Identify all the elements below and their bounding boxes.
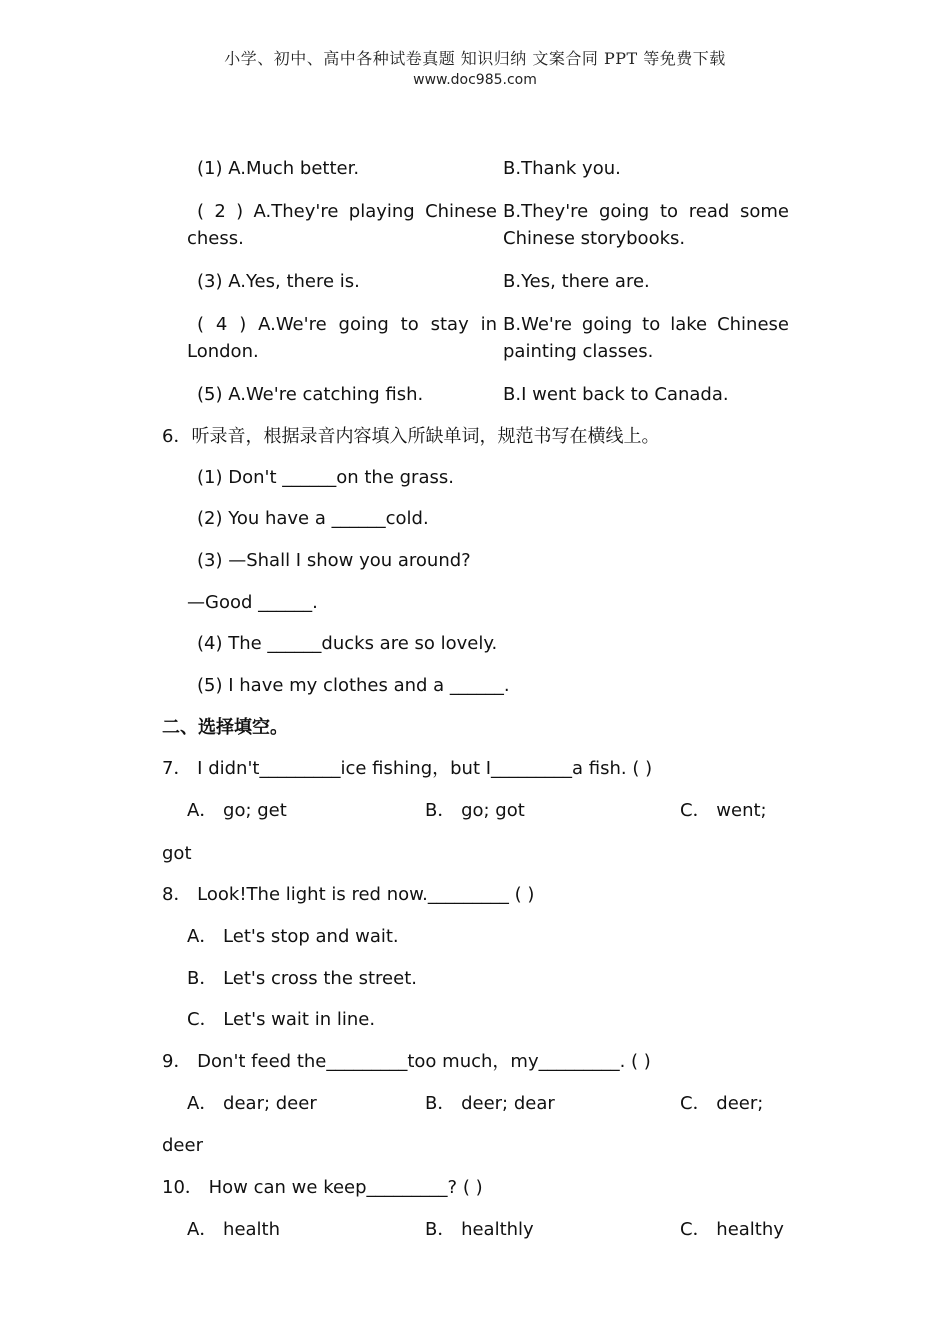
q5-item1-option-a: (1) A.Much better. <box>197 158 360 179</box>
q5-item2-option-b-line1: B.They're going to read some <box>503 201 789 222</box>
q5-item5-option-a: (5) A.We're catching fish. <box>197 384 424 405</box>
q5-item4-option-a-line2: London. <box>187 341 259 362</box>
section-2-heading: 二、选择填空。 <box>162 717 288 738</box>
header-line-1: 小学、初中、高中各种试卷真题 知识归纳 文案合同 PPT 等免费下载 <box>224 49 726 68</box>
q5-item4-option-b-line1: B.We're going to lake Chinese <box>503 314 789 335</box>
q7-option-c-wrap: got <box>162 843 192 864</box>
q10-option-c: C． healthy <box>680 1219 784 1240</box>
q5-item2-option-a-line2: chess. <box>187 228 244 249</box>
q5-item5-option-b: B.I went back to Canada. <box>503 384 729 405</box>
q8-option-a: A． Let's stop and wait. <box>187 926 399 947</box>
q6-item-2: (2) You have a ______cold. <box>197 508 429 529</box>
q10-option-b: B． healthly <box>425 1219 534 1240</box>
q8-option-c: C． Let's wait in line. <box>187 1009 376 1030</box>
q7-option-c: C． went; <box>680 800 767 821</box>
q9-option-c-wrap: deer <box>162 1135 203 1156</box>
q7-stem: 7． I didn't_________ice fishing，but I_________a fish. ( ) <box>162 758 653 779</box>
q10-option-a: A． health <box>187 1219 281 1240</box>
q7-option-b: B． go; got <box>425 800 525 821</box>
q9-option-a: A． dear; deer <box>187 1093 317 1114</box>
q5-item4-option-b-line2: painting classes. <box>503 341 654 362</box>
q5-item3-option-b: B.Yes, there are. <box>503 271 650 292</box>
q5-item2-option-b-line2: Chinese storybooks. <box>503 228 686 249</box>
q6-item-5: (5) I have my clothes and a ______. <box>197 675 510 696</box>
q10-stem: 10． How can we keep_________? ( ) <box>162 1177 483 1198</box>
q5-item2-option-a-line1: ( 2 ) A.They're playing Chinese <box>197 201 497 222</box>
q6-item-3: (3) —Shall I show you around? <box>197 550 471 571</box>
q7-option-a: A． go; get <box>187 800 287 821</box>
q9-stem: 9． Don't feed the_________too much，my_________. ( ) <box>162 1051 651 1072</box>
q8-option-b: B． Let's cross the street. <box>187 968 417 989</box>
q5-item4-option-a-line1: ( 4 ) A.We're going to stay in <box>197 314 497 335</box>
q5-item1-option-b: B.Thank you. <box>503 158 621 179</box>
q5-item3-option-a: (3) A.Yes, there is. <box>197 271 360 292</box>
q6-item-4: (4) The ______ducks are so lovely. <box>197 633 498 654</box>
q6-item-1: (1) Don't ______on the grass. <box>197 467 454 488</box>
q8-stem: 8． Look!The light is red now._________ ( ) <box>162 884 535 905</box>
q6-title: 6．听录音，根据录音内容填入所缺单词，规范书写在横线上。 <box>162 426 660 447</box>
q9-option-b: B． deer; dear <box>425 1093 555 1114</box>
header-line-2: www.doc985.com <box>413 72 537 88</box>
q6-item-3-reply: —Good ______. <box>187 592 318 613</box>
q9-option-c: C． deer; <box>680 1093 764 1114</box>
